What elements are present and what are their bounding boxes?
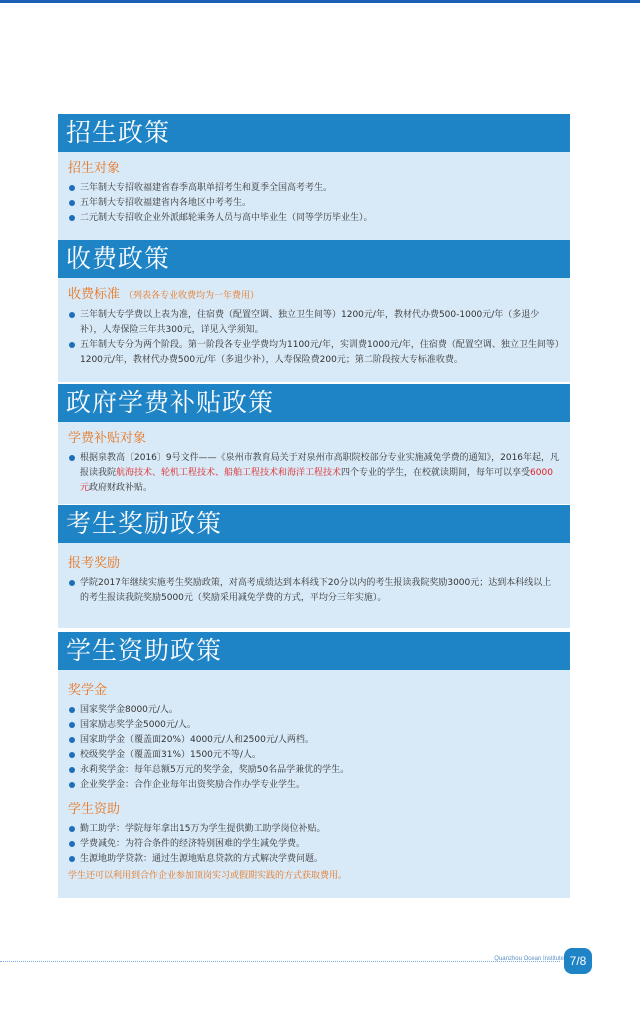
section-body-fees (58, 278, 570, 382)
bullet-list (68, 181, 560, 226)
sub-title: 收费标准 （列表各专业收费均为一年费用） (68, 287, 260, 302)
top-rule (0, 0, 640, 3)
section-header-enrollment: 招生政策 (58, 114, 570, 152)
page-number-badge: 7/8 (564, 948, 592, 974)
footer-institute: Quanzhou Ocean Institute (494, 956, 564, 962)
list-item: 五年制大专分为两个阶段。第一阶段各专业学费均为1100元/年，实训费1000元/年，住宿费（配置空调、独立卫生间等）1200元/年，教材代办费500元/年（多退少补），人寿保险费200元；第二阶段按大专标准收费。 (68, 338, 560, 368)
bullet-list (68, 703, 560, 793)
sub-title: 招生对象 (68, 161, 121, 176)
list-item: 生源地助学贷款：通过生源地贴息贷款的方式解决学费问题。 (68, 852, 560, 867)
list-item: 校级奖学金（覆盖面31%）1500元不等/人。 (68, 748, 560, 763)
list-item: 五年制大专招收福建省内各地区中考考生。 (68, 196, 560, 211)
list-item: 三年制大专招收福建省春季高职单招考生和夏季全国高考考生。 (68, 181, 560, 196)
closing-note: 学生还可以利用到合作企业参加顶岗实习或假期实践的方式获取费用。 (68, 871, 348, 881)
list-item: 企业奖学金：合作企业每年出资奖励合作办学专业学生。 (68, 778, 560, 793)
list-item: 国家奖学金8000元/人。 (68, 703, 560, 718)
list-item: 勤工助学：学院每年拿出15万为学生提供勤工助学岗位补贴。 (68, 822, 560, 837)
section-body-subsidy (58, 422, 570, 504)
sub-title-note: （列表各专业收费均为一年费用） (124, 291, 260, 301)
list-item: 国家励志奖学金5000元/人。 (68, 718, 560, 733)
footer-divider (0, 961, 560, 962)
bullet-list (68, 308, 560, 368)
list-item: 永莉奖学金：每年总额5万元的奖学金，奖励50名品学兼优的学生。 (68, 763, 560, 778)
sub-title: 奖学金 (68, 683, 108, 698)
section-header-aid: 学生资助政策 (58, 632, 570, 670)
highlight-majors: 航海技术、轮机工程技术、船舶工程技术和海洋工程技术 (116, 468, 342, 478)
sub-title: 学生资助 (68, 802, 121, 817)
section-body-enrollment (58, 152, 570, 240)
sub-title: 学费补贴对象 (68, 431, 147, 446)
bullet-list (68, 822, 560, 867)
bullet-list (68, 576, 560, 606)
list-item: 学费减免：为符合条件的经济特别困难的学生减免学费。 (68, 837, 560, 852)
list-item: 国家助学金（覆盖面20%）4000元/人和2500元/人两档。 (68, 733, 560, 748)
bullet-list (68, 451, 560, 496)
section-body-aid (58, 670, 570, 898)
list-item: 三年制大专学费以上表为准，住宿费（配置空调、独立卫生间等）1200元/年，教材代办费500-1000元/年（多退少补），人寿保险三年共300元，详见入学须知。 (68, 308, 560, 338)
list-item: 学院2017年继续实施考生奖励政策，对高考成绩达到本科线下20分以内的考生报读我院奖励3000元；达到本科线以上的考生报读我院奖励5000元（奖励采用减免学费的方式，平均分三年实施）。 (68, 576, 560, 606)
sub-title: 报考奖励 (68, 556, 121, 571)
section-header-fees: 收费政策 (58, 240, 570, 278)
section-body-award (58, 543, 570, 628)
highlight-amount: 6000元 (80, 468, 553, 493)
list-item: 根据泉教高〔2016〕9号文件——《泉州市教育局关于对泉州市高职院校部分专业实施减免学费的通知》，2016年起，凡报读我院航海技术、轮机工程技术、船舶工程技术和海洋工程技术四个专业的学生，在校就读期间，每年可以享受6000元政府财政补贴。 (68, 451, 560, 496)
section-header-subsidy: 政府学费补贴政策 (58, 384, 570, 422)
section-header-award: 考生奖励政策 (58, 505, 570, 543)
list-item: 二元制大专招收企业外派邮轮乘务人员与高中毕业生（同等学历毕业生）。 (68, 211, 560, 226)
